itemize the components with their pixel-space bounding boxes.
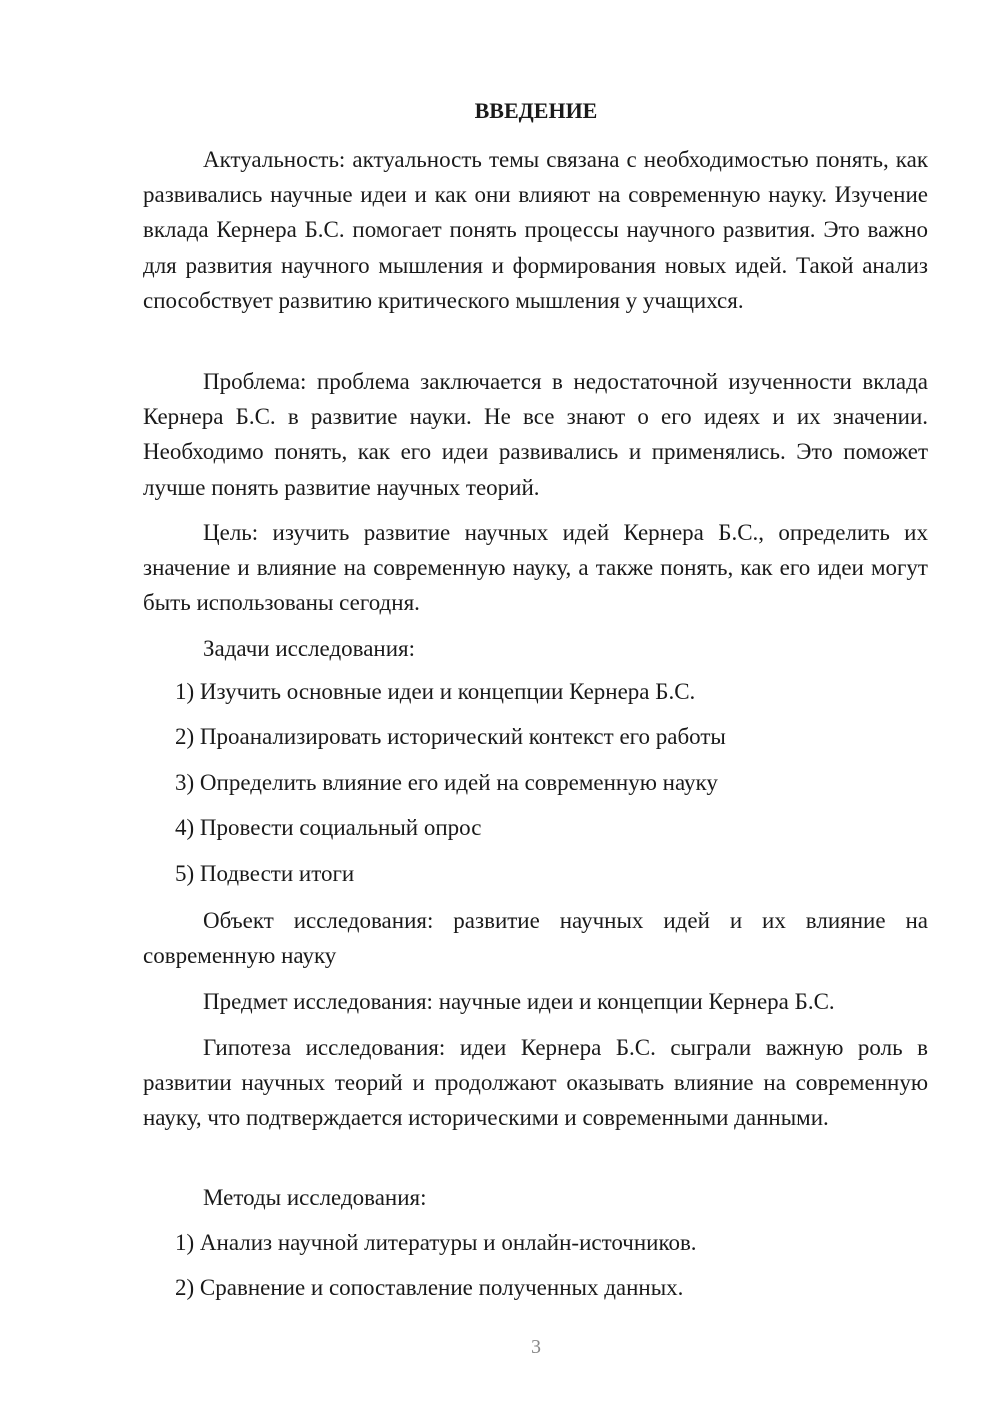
paragraph-subject: Предмет исследования: научные идеи и концепции Кернера Б.С. [203, 989, 835, 1014]
paragraph-hypothesis: Гипотеза исследования: идеи Кернера Б.С. сыграли важную роль в развитии научных теорий и продолжают оказывать влияние на современную науку, что подтверждается историческими и современными данными. [143, 1035, 928, 1131]
task-item: 3) Определить влияние его идей на современную науку [175, 770, 718, 795]
method-item: 1) Анализ научной литературы и онлайн-источников. [175, 1230, 697, 1255]
task-item: 2) Проанализировать исторический контекст его работы [175, 724, 726, 749]
page-title: ВВЕДЕНИЕ [474, 98, 598, 123]
page-number: 3 [531, 1336, 541, 1358]
paragraph-problem: Проблема: проблема заключается в недостаточной изученности вклада Кернера Б.С. в развитие науки. Не все знают о его идеях и их значении. Необходимо понять, как его идеи развивались и применялись. Это поможет лучше понять развитие научных теорий. [143, 369, 928, 500]
paragraph-relevance: Актуальность: актуальность темы связана с необходимостью понять, как развивались научные идеи и как они влияют на современную науку. Изучение вклада Кернера Б.С. помогает понять процессы научного развития. Это важно для развития научного мышления и формирования новых идей. Такой анализ способствует развитию критического мышления у учащихся. [143, 147, 928, 313]
task-item: 1) Изучить основные идеи и концепции Кернера Б.С. [175, 679, 696, 704]
task-item: 4) Провести социальный опрос [175, 815, 482, 840]
method-item: 2) Сравнение и сопоставление полученных данных. [175, 1275, 684, 1300]
tasks-label: Задачи исследования: [203, 636, 416, 661]
task-item: 5) Подвести итоги [175, 861, 355, 886]
paragraph-object: Объект исследования: развитие научных идей и их влияние на современную науку [143, 908, 928, 969]
methods-label: Методы исследования: [203, 1185, 427, 1210]
paragraph-goal: Цель: изучить развитие научных идей Кернера Б.С., определить их значение и влияние на современную науку, а также понять, как его идеи могут быть использованы сегодня. [143, 520, 928, 616]
